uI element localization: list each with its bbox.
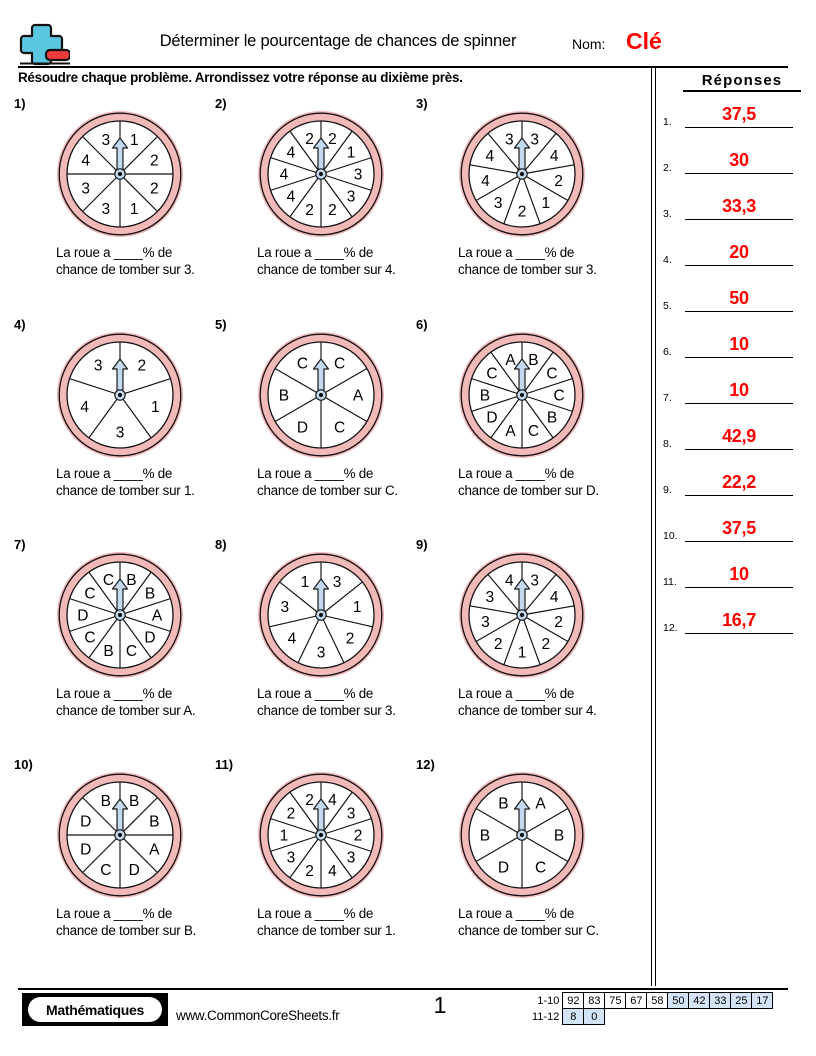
answer-number: 2. [663,162,672,174]
problem-item [14,317,226,535]
spinner-sector-label: 4 [81,152,91,170]
spinner-sector-label: D [80,813,92,831]
spinner-sector-label: 4 [279,166,289,184]
problem-number: 9) [416,537,428,552]
problem-item [215,537,427,755]
spinner-sector-label: 2 [517,203,527,221]
problem-number: 8) [215,537,227,552]
answer-number: 7. [663,392,672,404]
spinner-sector-label: A [149,841,160,859]
spinner-sector-label: C [333,355,346,373]
answer-number: 1. [663,116,672,128]
answer-value: 22,2 [722,472,756,492]
problem-question-text [458,465,658,499]
question-line-2: chance de tomber sur B. [56,923,197,938]
question-line-2: chance de tomber sur D. [458,483,599,498]
spinner-sector-label: A [352,387,364,405]
vertical-divider [651,66,656,986]
spinner-wheel [54,549,186,681]
answer-number: 8. [663,438,672,450]
spinner-container [54,108,186,240]
spinner-wheel [456,108,588,240]
spinner-sector-label: 4 [328,862,337,880]
spinner-sector-label: 4 [328,792,337,810]
problem-item [215,96,427,314]
spinner-sector-label: 4 [286,144,296,162]
spinner-sector-label: C [84,585,96,603]
spinner-sector-label: 2 [149,180,159,198]
score-row-label: 11-12 [532,1010,560,1023]
question-line-2: chance de tomber sur A. [56,703,196,718]
score-cell-empty [689,1009,710,1025]
spinner-sector-label: 2 [305,862,314,880]
score-cell-empty [731,1009,752,1025]
spinner-sector-label: C [553,387,565,405]
spinner-sector-label: D [80,841,92,859]
spinner-sector-label: D [486,409,498,427]
answer-number: 11. [663,576,677,588]
answer-row [663,512,797,542]
page-header [14,22,802,70]
answer-row [663,604,797,634]
question-line-2: chance de tomber sur 4. [458,703,597,718]
spinner-sector-label: C [84,629,96,647]
question-line-2: chance de tomber sur C. [458,923,599,938]
spinner-sector-label: D [296,419,309,437]
spinner-sector-label: 2 [554,172,563,190]
answer-value: 10 [729,564,749,584]
score-cell-empty [626,1009,647,1025]
spinner-sector-label: 1 [150,398,160,416]
answer-number: 6. [663,346,672,358]
spinner-sector-label: D [128,861,140,879]
answer-value: 33,3 [722,196,756,216]
spinner-sector-label: 1 [129,132,139,150]
answer-key-badge: Clé [626,28,662,54]
score-cell: 83 [584,993,605,1009]
score-cell-empty [752,1009,773,1025]
spinner-wheel [456,549,588,681]
problem-number: 10) [14,757,33,772]
answer-value: 20 [729,242,749,262]
question-line-1: La roue a ____% de [56,466,173,481]
plus-minus-logo-icon [18,22,70,66]
problem-number: 11) [215,757,234,772]
answer-row [663,466,797,496]
spinner-sector-label: D [144,629,156,647]
question-line-2: chance de tomber sur 4. [257,262,396,277]
problem-item [14,757,226,975]
spinner-sector-label: C [296,355,309,373]
answer-value: 10 [729,380,749,400]
spinner-sector-label: 3 [530,572,540,590]
spinner-sector-label: A [505,422,516,440]
page-title: Déterminer le pourcentage de chances de spinner [159,32,517,50]
spinner-sector-label: 3 [504,131,514,149]
spinner-wheel [456,329,588,461]
problem-item [416,537,628,755]
spinner-sector-label: 4 [80,398,90,416]
spinner-wheel [54,769,186,901]
problem-question-text [458,685,658,719]
score-table [532,992,773,1025]
site-url: www.CommonCoreSheets.fr [176,1008,340,1023]
spinner-sector-label: 4 [485,147,495,165]
spinner-sector-label: B [144,585,156,603]
spinner-sector-label: 4 [549,588,559,606]
answer-row [663,558,797,588]
score-cell-empty [647,1009,668,1025]
answers-heading: Réponses [683,72,801,92]
spinner-sector-label: C [125,642,138,660]
problem-question-text [458,244,658,278]
score-row [532,1009,773,1025]
answer-number: 10. [663,530,678,542]
name-label: Nom: [572,36,606,52]
spinner-sector-label: A [535,795,546,813]
spinner-wheel [255,329,387,461]
problem-question-text [458,905,658,939]
score-cell: 25 [731,993,752,1009]
spinner-sector-label: C [546,365,558,383]
spinner-sector-label: 1 [517,644,527,662]
spinner-sector-label: 4 [504,572,514,590]
spinner-sector-label: 2 [541,635,551,653]
spinner-sector-label: 3 [481,613,490,631]
question-line-1: La roue a ____% de [257,686,374,701]
answer-row [663,98,797,128]
spinner-sector-label: B [479,827,491,845]
spinner-sector-label: B [100,793,111,811]
spinner-sector-label: 1 [300,574,310,592]
score-cell-empty [710,1009,731,1025]
spinner-sector-label: 1 [352,599,362,617]
spinner-container [54,549,186,681]
spinner-sector-label: B [479,387,491,405]
spinner-sector-label: C [527,422,540,440]
score-cell: 92 [563,993,584,1009]
answer-value: 42,9 [722,426,756,446]
spinner-sector-label: 2 [353,827,363,845]
spinner-container [255,769,387,901]
answer-row [663,190,797,220]
spinner-sector-label: B [546,409,558,427]
problem-item [14,537,226,755]
answer-number: 5. [663,300,672,312]
spinner-sector-label: D [77,607,89,625]
spinner-wheel [255,769,387,901]
question-line-1: La roue a ____% de [257,466,374,481]
spinner-sector-label: 1 [129,200,139,218]
score-cell: 50 [668,993,689,1009]
spinner-wheel [54,108,186,240]
question-line-2: chance de tomber sur 3. [257,703,396,718]
spinner-sector-label: 3 [530,131,540,149]
spinner-sector-label: B [278,387,290,405]
spinner-sector-label: 2 [328,201,337,219]
spinner-sector-label: 1 [541,194,551,212]
spinner-container [456,329,588,461]
spinner-sector-label: 3 [93,357,103,375]
spinner-sector-label: C [486,365,498,383]
spinner-container [456,108,588,240]
problem-number: 12) [416,757,435,772]
spinner-container [255,329,387,461]
spinner-wheel [54,329,186,461]
spinner-sector-label: 3 [115,424,125,442]
spinner-sector-label: 4 [481,172,490,190]
problem-number: 6) [416,317,428,332]
spinner-sector-label: 4 [549,147,559,165]
spinner-sector-label: 1 [346,144,356,162]
question-line-1: La roue a ____% de [458,906,575,921]
spinner-container [456,549,588,681]
spinner-sector-label: B [129,793,140,811]
question-line-1: La roue a ____% de [458,466,575,481]
question-line-1: La roue a ____% de [458,245,575,260]
answer-row [663,144,797,174]
question-line-1: La roue a ____% de [257,906,374,921]
problem-item [14,96,226,314]
answer-row [663,282,797,312]
answer-number: 3. [663,208,672,220]
spinner-sector-label: 3 [101,200,111,218]
score-cell: 8 [563,1009,584,1025]
spinner-sector-label: 2 [328,131,337,149]
answer-number: 9. [663,484,672,496]
problem-item [215,757,427,975]
spinner-sector-label: C [102,572,115,590]
question-line-1: La roue a ____% de [56,906,173,921]
spinner-wheel [255,108,387,240]
spinner-sector-label: 3 [346,188,356,206]
question-line-1: La roue a ____% de [257,245,374,260]
spinner-sector-label: 2 [345,630,355,648]
score-cell: 58 [647,993,668,1009]
spinner-sector-label: 1 [279,827,289,845]
answer-row [663,420,797,450]
answer-number: 12. [663,622,678,634]
spinner-sector-label: B [149,813,160,831]
problem-item [416,317,628,535]
answer-row [663,328,797,358]
spinner-sector-label: 3 [346,849,356,867]
spinner-sector-label: B [528,352,539,370]
problem-number: 7) [14,537,26,552]
score-cell: 42 [689,993,710,1009]
score-cell: 17 [752,993,773,1009]
problem-number: 5) [215,317,227,332]
spinner-sector-label: 3 [493,194,503,212]
spinner-sector-label: 3 [316,644,326,662]
score-cell-empty [668,1009,689,1025]
score-row-label: 1-10 [537,994,560,1007]
spinner-sector-label: 3 [101,132,111,150]
score-cell: 67 [626,993,647,1009]
spinner-sector-label: 3 [353,166,363,184]
answer-value: 16,7 [722,610,756,630]
spinner-sector-label: B [126,572,137,590]
footer-divider [18,988,788,990]
spinner-container [54,769,186,901]
question-line-2: chance de tomber sur 3. [458,262,597,277]
spinner-sector-label: 3 [81,180,91,198]
spinner-container [255,108,387,240]
spinner-container [255,549,387,681]
spinner-sector-label: 2 [305,792,314,810]
spinner-sector-label: 4 [286,188,296,206]
problem-item [416,96,628,314]
answer-row [663,374,797,404]
spinner-sector-label: 2 [305,201,314,219]
spinner-sector-label: C [534,859,547,877]
question-line-2: chance de tomber sur 3. [56,262,195,277]
instruction-text: Résoudre chaque problème. Arrondissez votre réponse au dixième près. [18,70,463,85]
question-line-1: La roue a ____% de [458,686,575,701]
answer-value: 30 [729,150,749,170]
problem-item [416,757,628,975]
spinner-container [456,769,588,901]
spinner-sector-label: 3 [280,599,290,617]
question-line-1: La roue a ____% de [56,686,173,701]
page-number: 1 [433,992,447,1018]
answer-number: 4. [663,254,672,266]
problem-number: 3) [416,96,428,111]
spinner-sector-label: D [497,859,510,877]
spinner-wheel [255,549,387,681]
problem-number: 1) [14,96,26,111]
score-grid [532,992,773,1025]
spinner-sector-label: 4 [287,630,297,648]
problem-item [215,317,427,535]
problem-number: 2) [215,96,227,111]
spinner-sector-label: C [333,419,346,437]
brand-label: Mathématiques [28,997,162,1022]
spinner-wheel [456,769,588,901]
answer-value: 10 [729,334,749,354]
spinner-sector-label: 3 [485,588,495,606]
answer-row [663,236,797,266]
spinner-sector-label: C [100,861,112,879]
spinner-sector-label: 2 [137,357,147,375]
spinner-sector-label: 2 [554,613,563,631]
question-line-1: La roue a ____% de [56,245,173,260]
answer-value: 50 [729,288,749,308]
spinner-sector-label: 2 [149,152,159,170]
spinner-container [54,329,186,461]
brand-logo [22,993,168,1026]
score-cell: 33 [710,993,731,1009]
answer-value: 37,5 [722,104,756,124]
spinner-sector-label: 2 [493,635,503,653]
spinner-sector-label: 2 [305,131,314,149]
spinner-sector-label: B [553,827,565,845]
question-line-2: chance de tomber sur C. [257,483,398,498]
spinner-sector-label: 3 [286,849,296,867]
answer-value: 37,5 [722,518,756,538]
spinner-sector-label: 3 [332,574,342,592]
spinner-sector-label: 3 [346,805,356,823]
spinner-sector-label: A [151,607,163,625]
spinner-sector-label: B [498,795,509,813]
score-row [532,993,773,1009]
spinner-sector-label: 2 [286,805,296,823]
score-cell: 0 [584,1009,605,1025]
spinner-sector-label: A [505,352,516,370]
score-cell: 75 [605,993,626,1009]
score-cell-empty [605,1009,626,1025]
header-divider [18,66,788,68]
question-line-2: chance de tomber sur 1. [56,483,195,498]
spinner-sector-label: B [103,642,114,660]
question-line-2: chance de tomber sur 1. [257,923,396,938]
problem-number: 4) [14,317,26,332]
